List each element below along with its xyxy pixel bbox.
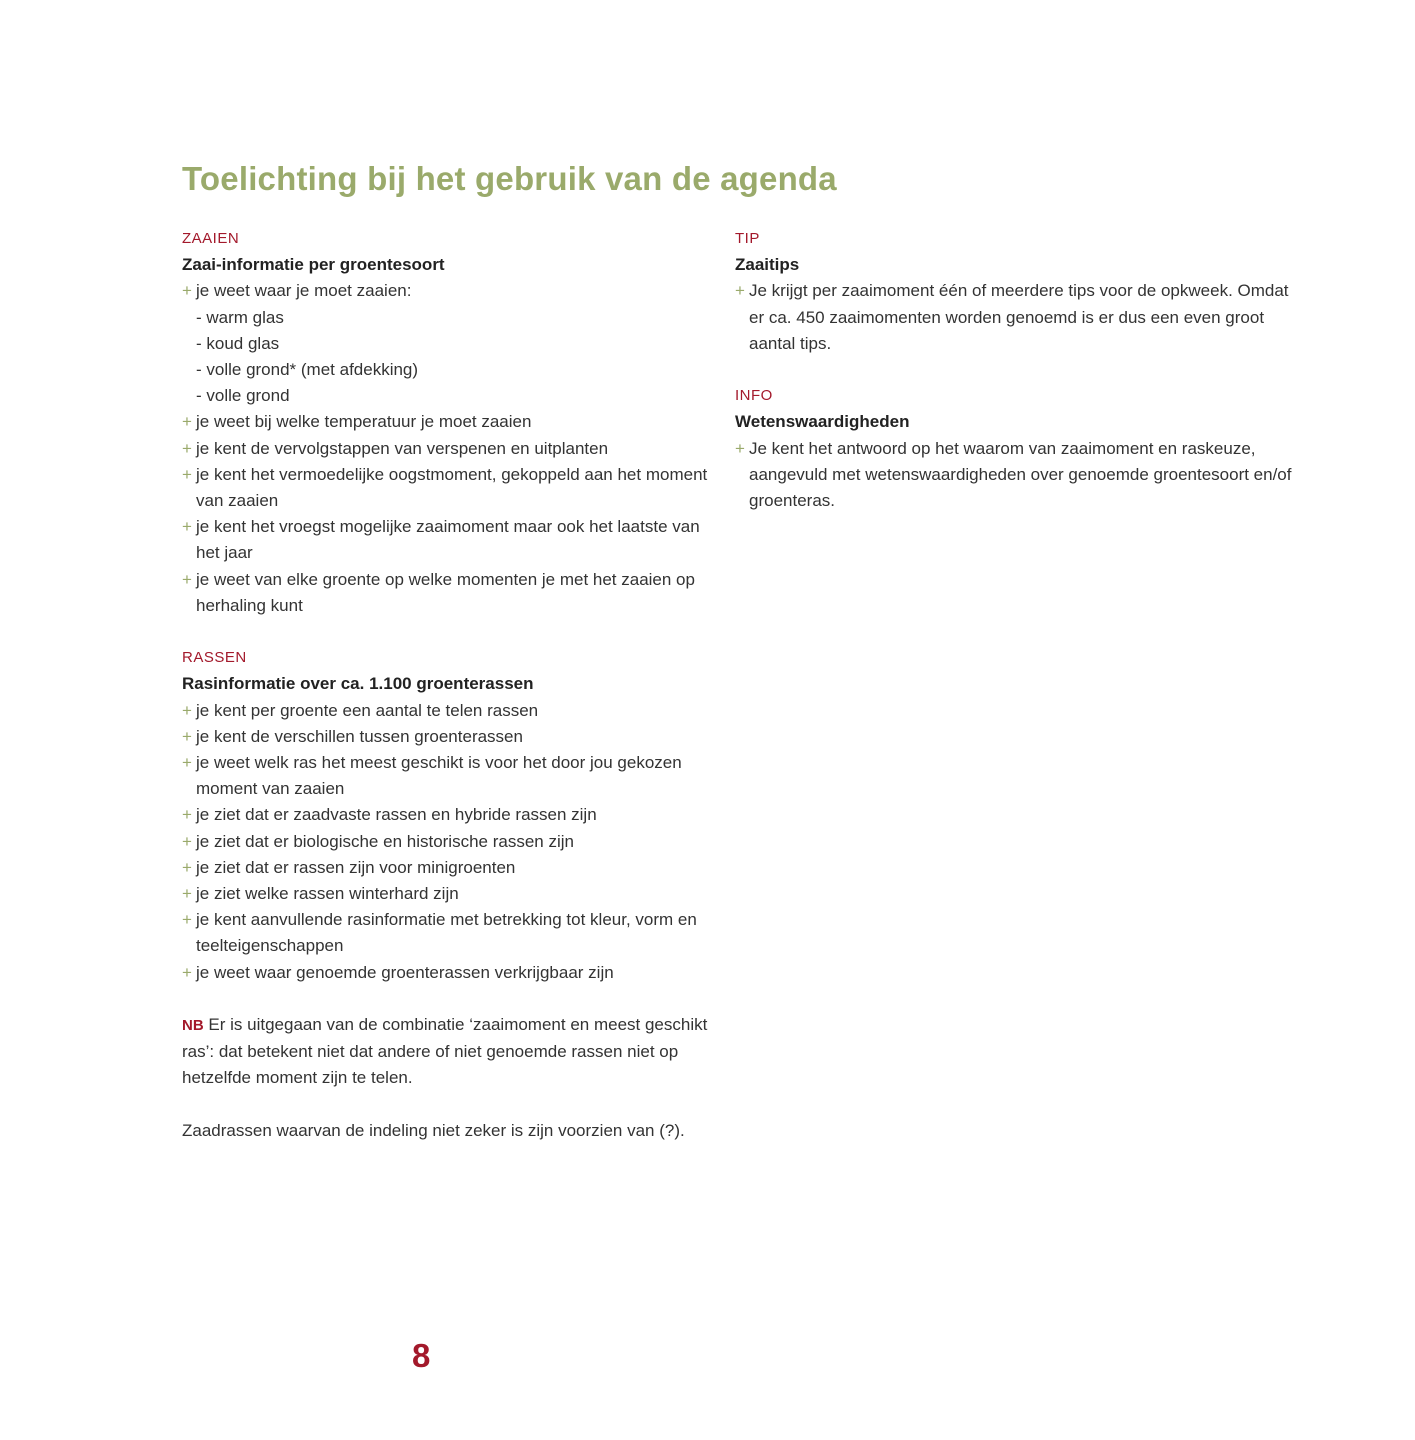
section-heading-tip: Zaaitips [735,255,800,275]
sub-list-item: - volle grond* (met afdekking) [196,360,419,380]
list-item-text: je kent het vroegst mogelijke zaaimoment maar ook het laatste van het jaar [196,517,700,563]
plus-icon: + [182,569,192,589]
plus-icon: + [182,805,192,825]
list-item-text: je kent per groente een aantal te telen rassen [196,700,539,720]
list-item-text: je weet waar genoemde groenterassen verkrijgbaar zijn [196,962,614,982]
plus-icon: + [182,753,192,773]
plus-icon: + [182,438,192,458]
sub-list-item: - koud glas [196,333,280,353]
list-item-text: Je kent het antwoord op het waarom van zaaimoment en raskeuze, aangevuld met wetenswaardigheden over genoemde groentesoort en/of groenteras. [749,438,1292,511]
plus-icon: + [182,962,192,982]
spacer [182,619,722,645]
list-item [182,855,722,881]
page-title: Toelichting bij het gebruik van de agenda [182,160,837,197]
section-label-info: INFO [735,387,773,405]
nb-label: NB [182,1017,204,1035]
plus-icon: + [735,438,745,458]
left-column [182,226,722,1144]
list-item [182,698,722,724]
spacer [735,357,1295,383]
page-number: 8 [412,1337,431,1374]
list-item [182,907,722,959]
footnote: Zaadrassen waarvan de indeling niet zeker is zijn voorzien van (?). [182,1120,685,1140]
list-item [182,802,722,828]
nb-text: Er is uitgegaan van de combinatie ‘zaaimoment en meest geschikt ras’: dat betekent niet dat andere of niet genoemde rassen niet op hetzelfde moment zijn te telen. [182,1015,708,1088]
plus-icon: + [182,884,192,904]
tip-list [735,278,1295,357]
list-item [182,881,722,907]
list-item-text: Je krijgt per zaaimoment één of meerdere tips voor de opkweek. Omdat er ca. 450 zaaimomenten worden genoemd is er dus een even groot aantal tips. [749,281,1289,353]
list-item [735,436,1295,515]
list-item [182,462,722,514]
list-item-text: je weet waar je moet zaaien: [196,281,412,301]
list-item [182,724,722,750]
spacer [182,1092,722,1118]
plus-icon: + [182,412,192,432]
list-item [735,278,1295,357]
list-item-text: je ziet dat er zaadvaste rassen en hybride rassen zijn [196,805,597,825]
list-item-text: je kent het vermoedelijke oogstmoment, gekoppeld aan het moment van zaaien [196,464,708,511]
rassen-list [182,698,722,986]
list-item [182,436,722,462]
list-item [182,960,722,986]
list-item [182,567,722,619]
list-item [182,278,722,409]
section-label-rassen: RASSEN [182,649,247,667]
list-item-text: je weet welk ras het meest geschikt is voor het door jou gekozen moment van zaaien [196,753,682,799]
section-label-tip: TIP [735,230,760,247]
list-item-text: je kent de verschillen tussen groenterassen [196,726,523,746]
plus-icon: + [182,831,192,851]
list-item [182,514,722,566]
right-column [735,226,1295,514]
list-item-text: je ziet dat er rassen zijn voor minigroenten [196,857,516,877]
list-item-text: je kent de vervolgstappen van verspenen en uitplanten [196,438,609,458]
nb-paragraph [182,1012,722,1092]
plus-icon: + [182,726,192,746]
spacer [182,986,722,1012]
list-item-text: je ziet welke rassen winterhard zijn [196,884,459,904]
plus-icon: + [182,281,192,301]
section-heading-zaaien: Zaai-informatie per groentesoort [182,255,445,275]
zaaien-list [182,278,722,619]
list-item-text: je weet bij welke temperatuur je moet zaaien [196,412,532,432]
plus-icon: + [735,281,745,301]
list-item-text: je ziet dat er biologische en historische rassen zijn [196,831,574,851]
list-item [182,750,722,802]
list-item-text: je weet van elke groente op welke momenten je met het zaaien op herhaling kunt [196,569,695,615]
section-label-zaaien: ZAAIEN [182,230,240,247]
plus-icon: + [182,857,192,877]
list-item [182,829,722,855]
info-list [735,436,1295,515]
plus-icon: + [182,700,192,720]
section-heading-info: Wetenswaardigheden [735,412,910,432]
plus-icon: + [182,910,192,930]
sub-list [196,305,722,410]
sub-list-item: - warm glas [196,307,284,327]
list-item-text: je kent aanvullende rasinformatie met betrekking tot kleur, vorm en teelteigenschappen [196,910,697,956]
plus-icon: + [182,517,192,537]
plus-icon: + [182,464,192,484]
section-heading-rassen: Rasinformatie over ca. 1.100 groenterassen [182,674,534,694]
sub-list-item: - volle grond [196,386,290,406]
list-item [182,409,722,435]
